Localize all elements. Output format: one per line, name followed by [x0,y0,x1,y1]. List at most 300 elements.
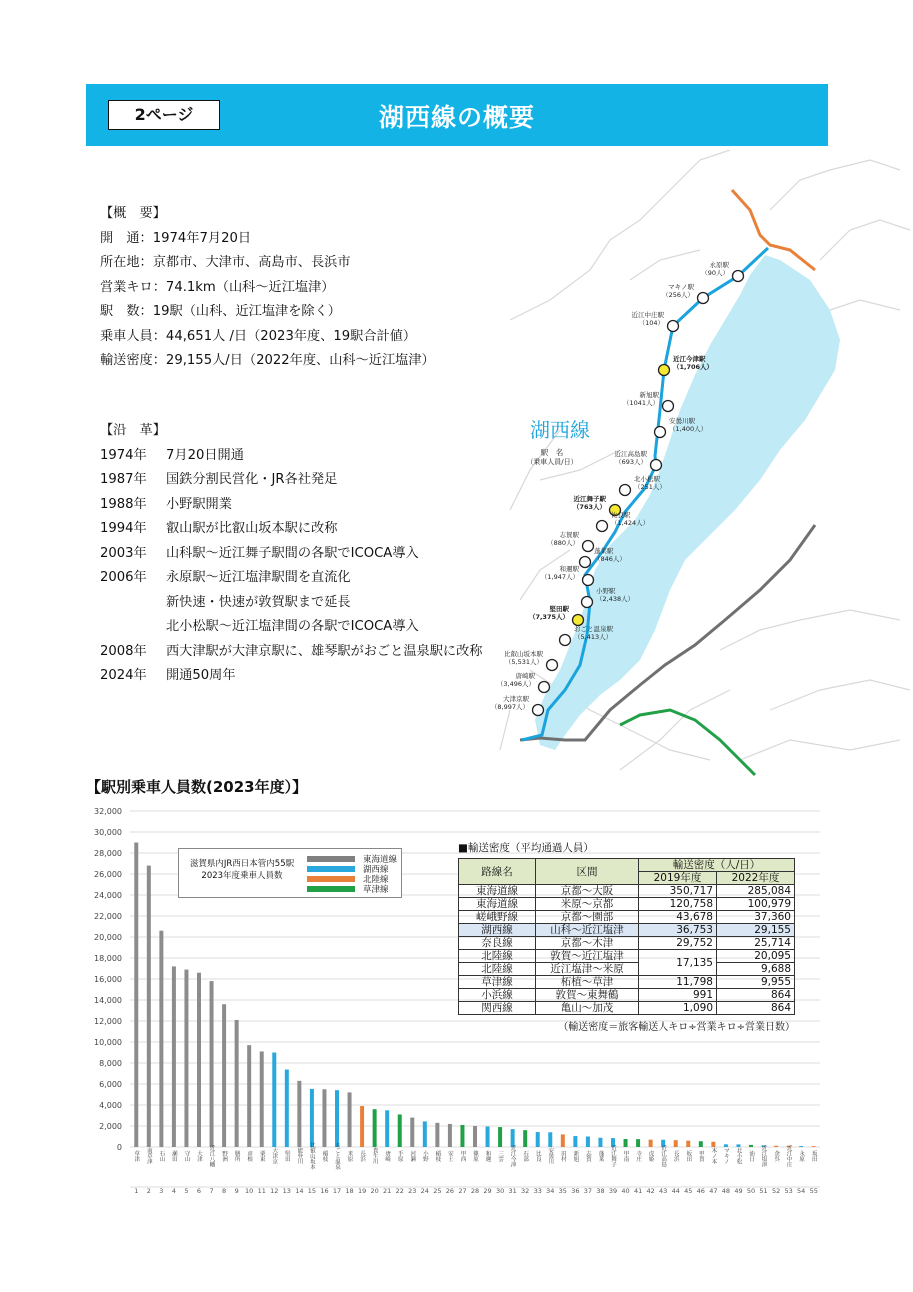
history-year: 1988年 [100,496,147,512]
legend-label: 湖西線 [363,865,389,875]
bar [649,1140,653,1147]
bar [486,1127,490,1147]
bar [285,1070,289,1147]
bar [310,1089,314,1147]
bar [197,973,201,1147]
table-row [459,950,795,963]
cell-2022: 9,688 [717,963,795,976]
legend-swatch [307,876,355,882]
x-category-label: 稲枝 [434,1150,441,1162]
x-index-label: 13 [282,1187,291,1195]
history-item [100,468,483,493]
y-tick-label: 20,000 [94,933,122,942]
bar [724,1144,728,1147]
x-category-label: 近江今津 [509,1145,516,1167]
station-riders: （90人） [701,269,729,277]
history-year: 1974年 [100,447,147,463]
x-category-label: 蓬莱 [597,1150,604,1162]
x-index-label: 38 [596,1187,605,1195]
station-riders: （2,438人） [596,595,635,603]
x-index-label: 22 [395,1187,404,1195]
station-riders: （880人） [547,539,579,547]
history-item [100,493,483,518]
cell-2022: 100,979 [717,898,795,911]
station-name: 比良駅 [611,511,631,519]
bar [548,1132,552,1147]
bar [448,1124,452,1147]
x-category-label: 油日 [748,1150,754,1162]
y-tick-label: 22,000 [94,912,122,921]
col-2022: 2022年度 [717,872,795,885]
y-tick-label: 12,000 [94,1017,122,1026]
history-section [100,419,483,689]
station-name: 永原駅 [709,261,729,269]
cell-2019: 1,090 [639,1002,717,1015]
history-text: 7月20日開通 [166,447,244,463]
bar [360,1106,364,1147]
station-marker [668,321,679,332]
x-index-label: 33 [533,1187,542,1195]
cell-section: 山科～近江塩津 [536,924,639,937]
x-index-label: 49 [734,1187,743,1195]
x-category-label: 唐崎 [384,1150,391,1162]
station-marker [733,271,744,282]
bar [774,1146,778,1147]
station-riders: （1041人） [622,399,659,407]
station-marker [560,635,571,646]
x-index-label: 36 [571,1187,580,1195]
x-category-label: 近江舞子 [610,1145,616,1167]
station-name: 志賀駅 [559,531,579,539]
bar [335,1090,339,1147]
station-riders: （3,496人） [496,680,535,688]
x-index-label: 51 [759,1187,768,1195]
station-riders: （5,531人） [504,658,543,666]
x-category-label: 近江中庄 [785,1145,792,1167]
bar [147,866,151,1147]
legend-label: 北陸線 [363,875,389,885]
x-category-label: 志賀 [584,1150,591,1162]
history-text: 小野駅開業 [166,496,232,512]
x-index-label: 20 [370,1187,379,1195]
cell-2019: 120,758 [639,898,717,911]
history-text: 新快速・快速が敦賀駅まで延長 [166,594,351,610]
overview-line: 駅 数：19駅（山科、近江塩津を除く） [100,304,341,319]
station-name: 蓬莱駅 [594,547,614,555]
x-index-label: 8 [222,1187,227,1195]
bar [799,1146,803,1147]
cell-2019: 43,678 [639,911,717,924]
station-name: おごと温泉駅 [574,625,613,633]
overview-section [100,202,435,374]
station-marker [573,615,584,626]
x-category-label: 甲賀 [697,1150,704,1162]
x-index-label: 25 [433,1187,442,1195]
station-marker [651,460,662,471]
overview-line: 輸送密度：29,155人/日（2022年度、山科～近江塩津） [100,353,435,368]
x-category-label: 近江塩津 [760,1145,767,1167]
bar [636,1139,640,1147]
x-category-label: 手原 [396,1150,403,1162]
x-index-label: 18 [345,1187,354,1195]
cell-2022: 29,155 [717,924,795,937]
cell-2022: 9,955 [717,976,795,989]
bar [699,1141,703,1147]
cell-route: 嵯峨野線 [459,911,536,924]
x-category-label: 北小松 [735,1147,742,1165]
bar [184,970,188,1147]
x-index-label: 32 [521,1187,530,1195]
x-category-label: 稲枝 [321,1150,328,1162]
legend-swatch [307,886,355,892]
history-text: 国鉄分割民営化・JR各社発足 [166,472,338,487]
x-category-label: 石山 [158,1150,165,1162]
cell-2019: 17,135 [639,950,717,976]
col-route: 路線名 [459,859,536,885]
station-name: 安曇川駅 [669,417,695,425]
x-category-label: 永原 [798,1150,805,1162]
x-index-label: 47 [709,1187,718,1195]
bar [674,1140,678,1147]
x-category-label: 虎姫 [647,1150,654,1162]
x-category-label: 草津 [133,1150,140,1162]
legend-swatch [307,856,355,862]
history-year: 2006年 [100,570,147,585]
y-tick-label: 14,000 [94,996,122,1005]
page-number-label: 2ページ [108,100,220,130]
history-year [100,591,166,616]
x-category-label: 和邇 [484,1150,491,1162]
x-index-label: 5 [184,1187,189,1195]
x-category-label: 大津 [196,1150,202,1162]
y-tick-label: 28,000 [94,849,122,858]
x-index-label: 9 [234,1187,239,1195]
x-index-label: 53 [784,1187,793,1195]
x-index-label: 34 [546,1187,555,1195]
page-title: 湖西線の概要 [378,103,535,132]
station-name: 比叡山坂本駅 [504,650,543,658]
bar [812,1146,816,1147]
bar [435,1123,439,1147]
table-row [459,885,795,898]
x-category-label: 野洲 [221,1150,228,1162]
bar [423,1121,427,1147]
x-index-label: 37 [583,1187,593,1195]
x-category-label: 余呉 [773,1150,780,1162]
x-index-label: 30 [495,1187,505,1195]
table-row [459,989,795,1002]
cell-section: 京都～木津 [536,937,639,950]
history-item [100,517,483,542]
x-category-label: 瀬田 [170,1150,177,1162]
y-tick-label: 30,000 [94,828,122,837]
history-text: 永原駅～近江塩津駅間を直流化 [166,570,351,585]
history-text: 西大津駅が大津京駅に、雄琴駅がおごと温泉駅に改称 [166,643,483,659]
table-row [459,937,795,950]
station-riders: （693人） [615,458,647,466]
cell-route: 草津線 [459,976,536,989]
history-item [100,615,483,640]
y-tick-label: 4,000 [99,1101,122,1110]
overview-heading: 【概 要】 [100,206,166,221]
x-index-label: 39 [608,1187,618,1195]
cell-route: 関西線 [459,1002,536,1015]
station-riders: （256人） [662,291,694,299]
x-category-label: 貴生川 [371,1147,378,1165]
x-index-label: 3 [159,1187,164,1195]
x-category-label: 比良 [534,1150,541,1162]
history-text: 山科駅～近江舞子駅間の各駅でICOCA導入 [166,545,419,561]
density-table [458,858,795,1015]
x-category-label: 彦根 [246,1150,253,1162]
x-index-label: 41 [633,1187,643,1195]
station-name: 小野駅 [596,587,616,595]
bar [159,931,163,1147]
y-tick-label: 0 [116,1143,122,1152]
station-name: 新旭駅 [639,391,659,399]
x-index-label: 6 [196,1187,202,1195]
x-category-label: 石部 [522,1150,529,1162]
density-panel [458,840,795,1033]
bar [498,1127,502,1147]
col-section: 区間 [536,859,639,885]
x-category-label: 甲西 [459,1150,466,1162]
history-year: 1987年 [100,472,147,487]
bar [210,981,214,1147]
bar [736,1144,740,1147]
x-index-label: 40 [621,1187,630,1195]
x-category-label: 篠原 [472,1150,478,1162]
x-index-label: 45 [684,1187,693,1195]
bar [598,1138,602,1147]
bar [573,1136,577,1147]
legend-title [187,858,297,882]
table-row [459,976,795,989]
x-category-label: 寺庄 [635,1150,642,1162]
station-marker [533,705,544,716]
station-riders: （1,400人） [669,425,708,433]
bar [272,1053,276,1147]
x-index-label: 1 [134,1187,139,1195]
y-tick-label: 6,000 [99,1080,122,1089]
bar [711,1142,715,1147]
x-category-label: マキノ [722,1147,729,1165]
station-name: 北小松駅 [634,475,660,483]
overview-line: 所在地：京都市、大津市、高島市、長浜市 [100,255,351,270]
station-name: 近江今津駅 [673,355,706,363]
cell-route: 小浜線 [459,989,536,1002]
cell-section: 近江塩津～米原 [536,963,639,976]
bar [247,1045,251,1147]
station-marker [698,293,709,304]
cell-2019: 350,717 [639,885,717,898]
cell-section: 柘植～草津 [536,976,639,989]
station-name: 大津京駅 [503,695,529,703]
station-riders: （8,997人） [490,703,529,711]
cell-section: 米原～京都 [536,898,639,911]
chart-title: 【駅別乗車人員数(2023年度）】 [86,778,308,796]
cell-2022: 864 [717,1002,795,1015]
x-index-label: 46 [696,1187,705,1195]
bar [410,1118,414,1147]
station-riders: （7,375人） [528,613,569,621]
station-riders: （1,947人） [540,573,579,581]
x-category-label: 近江八幡 [208,1145,215,1167]
history-text: 叡山駅が比叡山坂本駅に改称 [166,521,338,536]
x-category-label: 田村 [559,1150,566,1162]
map-legend-name: 駅 名 [540,448,564,457]
cell-route: 湖西線 [459,924,536,937]
history-text: 開通50周年 [166,668,236,683]
history-item [100,640,483,665]
bar [235,1020,239,1147]
cell-2019: 29,752 [639,937,717,950]
cell-route: 北陸線 [459,950,536,963]
x-index-label: 19 [357,1187,367,1195]
history-item [100,591,483,616]
bar [322,1089,326,1147]
x-category-label: 能登川 [296,1147,303,1165]
y-tick-label: 26,000 [94,870,122,879]
x-index-label: 55 [809,1187,818,1195]
cell-route: 東海道線 [459,898,536,911]
x-category-label: 三雲 [497,1150,504,1162]
cell-section: 京都～大阪 [536,885,639,898]
x-category-label: 小野 [421,1150,428,1162]
x-index-label: 14 [295,1187,304,1195]
legend-label: 草津線 [363,885,389,895]
col-density: 輸送密度（人/日） [639,859,795,872]
x-index-label: 44 [671,1187,680,1195]
table-row [459,1002,795,1015]
bar [222,1004,226,1147]
cell-2022: 25,714 [717,937,795,950]
cell-2022: 20,095 [717,950,795,963]
cell-2019: 36,753 [639,924,717,937]
x-index-label: 4 [171,1187,176,1195]
cell-section: 敦賀～東舞鶴 [536,989,639,1002]
x-index-label: 16 [320,1187,329,1195]
bar [348,1092,352,1147]
cell-2019: 11,798 [639,976,717,989]
x-index-label: 52 [771,1187,781,1195]
x-category-label: 新旭 [572,1150,579,1162]
table-row-highlighted [459,924,795,937]
overview-line: 営業キロ：74.1km（山科～近江塩津） [100,279,335,295]
cell-route: 東海道線 [459,885,536,898]
y-tick-label: 8,000 [99,1059,122,1068]
cell-2022: 864 [717,989,795,1002]
chart-legend [178,848,402,898]
history-year [100,615,166,640]
station-marker [659,365,670,376]
x-category-label: 近江高島 [660,1145,667,1167]
x-category-label: 南草津 [145,1147,152,1165]
cell-section: 亀山～加茂 [536,1002,639,1015]
legend-label: 東海道線 [363,855,398,865]
bar [561,1134,565,1147]
overview-line: 乗車人員：44,651人 /日（2023年度、19駅合計値） [100,328,417,344]
station-riders: （1,706人） [673,363,714,371]
x-index-label: 23 [408,1187,417,1195]
bar [385,1110,389,1147]
y-tick-label: 24,000 [94,891,122,900]
x-category-label: 守山 [183,1150,190,1162]
y-tick-label: 2,000 [99,1122,122,1131]
bar [536,1132,540,1147]
x-category-label: 長浜 [359,1150,366,1162]
history-text: 北小松駅～近江塩津間の各駅でICOCA導入 [166,619,419,634]
station-marker [583,575,594,586]
station-name: 近江舞子駅 [573,495,606,503]
station-name: マキノ駅 [668,283,694,291]
x-category-label: 安土 [446,1150,453,1162]
map-legend-riders: （乗車人員/日） [526,458,578,466]
station-name: 和邇駅 [559,565,579,573]
legend-title-line: 滋賀県内JR西日本管内55駅 [189,859,295,869]
station-marker [655,427,666,438]
x-index-label: 50 [746,1187,756,1195]
bar [134,843,138,1148]
bar [297,1081,301,1147]
bar [523,1130,527,1147]
y-tick-label: 18,000 [94,954,122,963]
cell-2022: 37,360 [717,911,795,924]
history-item [100,542,483,567]
history-year: 2008年 [100,643,147,659]
x-index-label: 29 [483,1187,492,1195]
x-index-label: 54 [797,1187,806,1195]
x-index-label: 35 [558,1187,567,1195]
y-tick-label: 10,000 [94,1038,122,1047]
station-marker [583,541,594,552]
x-index-label: 15 [307,1187,317,1195]
density-caption: ■輸送密度（平均通過人員） [458,842,594,854]
bar [586,1137,590,1148]
history-item [100,566,483,591]
history-heading: 【沿 革】 [100,423,166,438]
bar [473,1126,477,1147]
station-name: 近江中庄駅 [631,311,664,319]
station-marker [539,682,550,693]
station-name: 唐崎駅 [515,672,535,680]
legend-swatch [307,866,355,872]
station-marker [582,597,593,608]
x-index-label: 26 [445,1187,455,1195]
legend-item [307,883,389,895]
history-year: 2003年 [100,545,147,561]
x-index-label: 17 [332,1187,342,1195]
bar [373,1109,377,1147]
history-year: 1994年 [100,521,147,536]
cell-2022: 285,084 [717,885,795,898]
x-category-label: 比叡山坂本 [308,1142,315,1170]
x-category-label: 河瀬 [409,1150,416,1162]
history-year: 2024年 [100,668,147,683]
density-note: （輸送密度＝旅客輸送人キロ÷営業キロ÷営業日数） [558,1022,795,1033]
x-category-label: 長浜 [672,1150,679,1162]
table-row [459,963,795,976]
cell-section: 敦賀～近江塩津 [536,950,639,963]
x-category-label: 甲南 [622,1150,629,1162]
x-index-label: 11 [257,1187,266,1195]
x-category-label: 栗東 [258,1150,265,1162]
kosei-line-label: 湖西線 [530,420,590,442]
station-name: 近江高島駅 [614,450,647,458]
bar [398,1114,402,1147]
station-marker [580,557,591,568]
bar [624,1139,628,1147]
